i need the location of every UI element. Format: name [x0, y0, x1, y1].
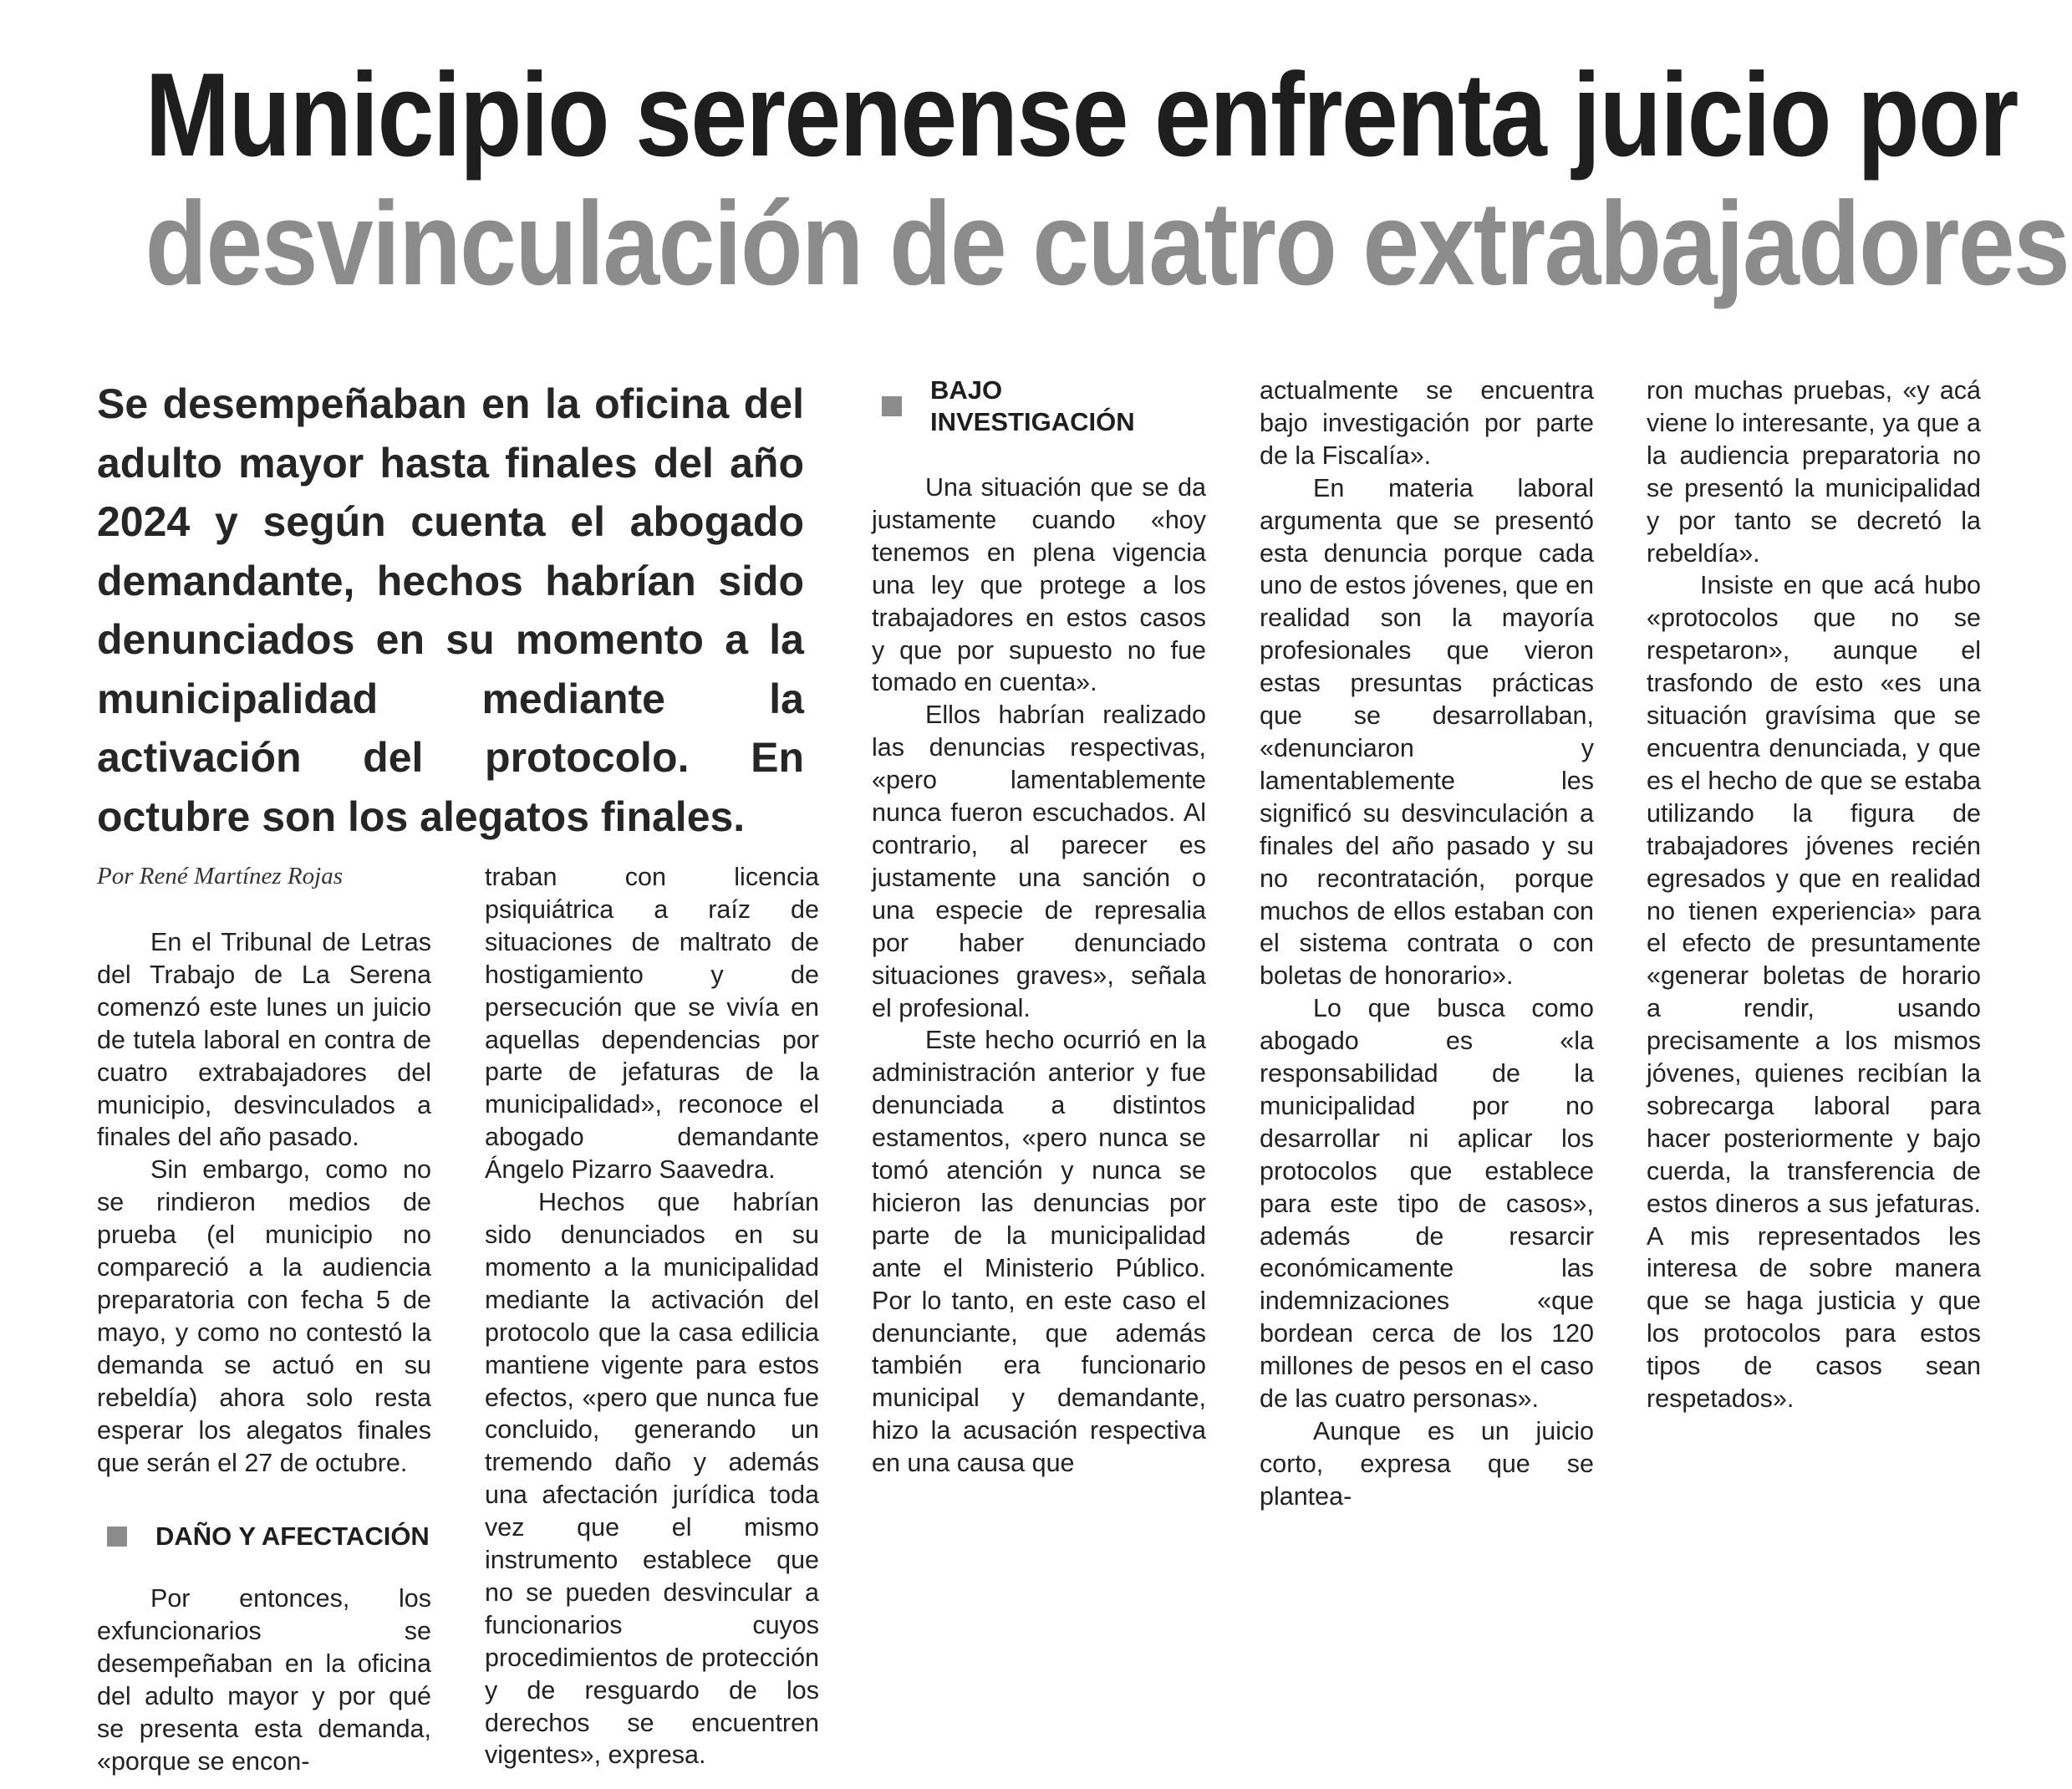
article-paragraph: Aunque es un juicio corto, expresa que se plantea-: [1260, 1417, 1594, 1511]
article-column-1: [97, 926, 431, 1778]
square-bullet-icon: [882, 396, 902, 416]
article-paragraph: Por entonces, los exfuncionarios se desempeñaban en la oficina del adulto mayor y por qué se presenta esta demanda, «porque se encon-: [97, 1584, 431, 1776]
article-paragraph: traban con licencia psiquiátrica a raíz de situaciones de maltrato de hostigamiento y de persecución que se vivía en aquellas dependencias por parte de jefaturas de la municipalidad», reconoce el abogado demandante Ángelo Pizarro Saavedra.: [485, 863, 819, 1185]
subhead-label: BAJO INVESTIGACIÓN: [930, 375, 1135, 436]
article-paragraph: Lo que busca como abogado es «la responsabilidad de la municipalidad por no desarrollar ni aplicar los protocolos que establece para este tipo de casos», además de resarcir económicamente las indemnizaciones «que bordean cerca de los 120 millones de pesos en el caso de las cuatro personas».: [1260, 994, 1594, 1414]
subhead-label: DAÑO Y AFECTACIÓN: [155, 1521, 430, 1552]
article-paragraph: Este hecho ocurrió en la administración anterior y fue denunciada a distintos estamentos, «pero nunca se tomó atención y nunca se hicieron las denuncias por parte de la municipalidad ante el Ministerio Público. Por lo tanto, en este caso el denunciante, que además también era funcionario municipal y demandante, hizo la acusación respectiva en una causa que: [872, 1026, 1206, 1478]
headline-line-1: Municipio serenense enfrenta juicio por: [145, 48, 2018, 181]
square-bullet-icon: [107, 1527, 127, 1547]
article-column-2: [485, 861, 819, 1771]
headline-line-2: desvinculación de cuatro extrabajadores: [145, 177, 2069, 310]
byline: Por René Martínez Rojas: [97, 863, 343, 889]
subhead-bajo-investigacion: [882, 375, 1206, 438]
lead-paragraph: Se desempeñaban en la oficina del adulto mayor hasta finales del año 2024 y según cuenta el abogado demandante, hechos habrían sido denunciados en su momento a la municipalidad mediante la activación del protocolo. En octubre son los alegatos finales.: [97, 380, 804, 840]
article-column-5: [1647, 375, 1981, 1415]
article-paragraph: Una situación que se da justamente cuando «hoy tenemos en plena vigencia una ley que protege a los trabajadores en estos casos y que por supuesto no fue tomado en cuenta».: [872, 473, 1206, 697]
article-column-3: [872, 375, 1206, 1480]
article-paragraph: Ellos habrían realizado las denuncias respectivas, «pero lamentablemente nunca fueron escuchados. Al contrario, al parecer es justamente una sanción o una especie de represalia por haber denunciado situaciones graves», señala el profesional.: [872, 701, 1206, 1022]
article-paragraph: Insiste en que acá hubo «protocolos que no se respetaron», aunque el trasfondo de esto «es una situación gravísima que se encuentra denunciada, y que es el hecho de que se estaba utilizando la figura de trabajadores jóvenes recién egresados y que en realidad no tienen experiencia» para el efecto de presuntamente «generar boletas de horario a rendir, usando precisamente a los mismos jóvenes, quienes recibían la sobrecarga laboral para hacer posteriormente y bajo cuerda, la transferencia de estos dineros a sus jefaturas. A mis representados les interesa de sobre manera que se haga justicia y que los protocolos para estos tipos de casos sean respetados».: [1647, 571, 1981, 1414]
article-paragraph: En el Tribunal de Letras del Trabajo de La Serena comenzó este lunes un juicio de tutela laboral en contra de cuatro extrabajadores del municipio, desvinculados a finales del año pasado.: [97, 928, 431, 1152]
article-paragraph: Sin embargo, como no se rindieron medios de prueba (el municipio no compareció a la audiencia preparatoria con fecha 5 de mayo, y como no contestó la demanda se actuó en su rebeldía) ahora solo resta esperar los alegatos finales que serán el 27 de octubre.: [97, 1155, 431, 1477]
article-paragraph: En materia laboral argumenta que se presentó esta denuncia porque cada uno de estos jóvenes, que en realidad son la mayoría profesionales que vieron estas presuntas prácticas que se desarrollaban, «denunciaron y lamentablemente les significó su desvinculación a finales del año pasado y su no recontratación, porque muchos de ellos estaban con el sistema contrata o con boletas de honorario».: [1260, 473, 1594, 991]
subhead-dano-afectacion: [107, 1521, 431, 1552]
article-paragraph: actualmente se encuentra bajo investigación por parte de la Fiscalía».: [1260, 376, 1594, 470]
article-paragraph: ron muchas pruebas, «y acá viene lo interesante, ya que a la audiencia preparatoria no se presentó la municipalidad y por tanto se decretó la rebeldía».: [1647, 376, 1981, 568]
article-column-4: [1260, 375, 1594, 1513]
article-paragraph: Hechos que habrían sido denunciados en su momento a la municipalidad mediante la activación del protocolo que la casa edilicia mantiene vigente para estos efectos, «pero que nunca fue concluido, generando un tremendo daño y además una afectación jurídica toda vez que el mismo instrumento establece que no se pueden desvincular a funcionarios cuyos procedimientos de protección y de resguardo de los derechos se encuentren vigentes», expresa.: [485, 1188, 819, 1770]
